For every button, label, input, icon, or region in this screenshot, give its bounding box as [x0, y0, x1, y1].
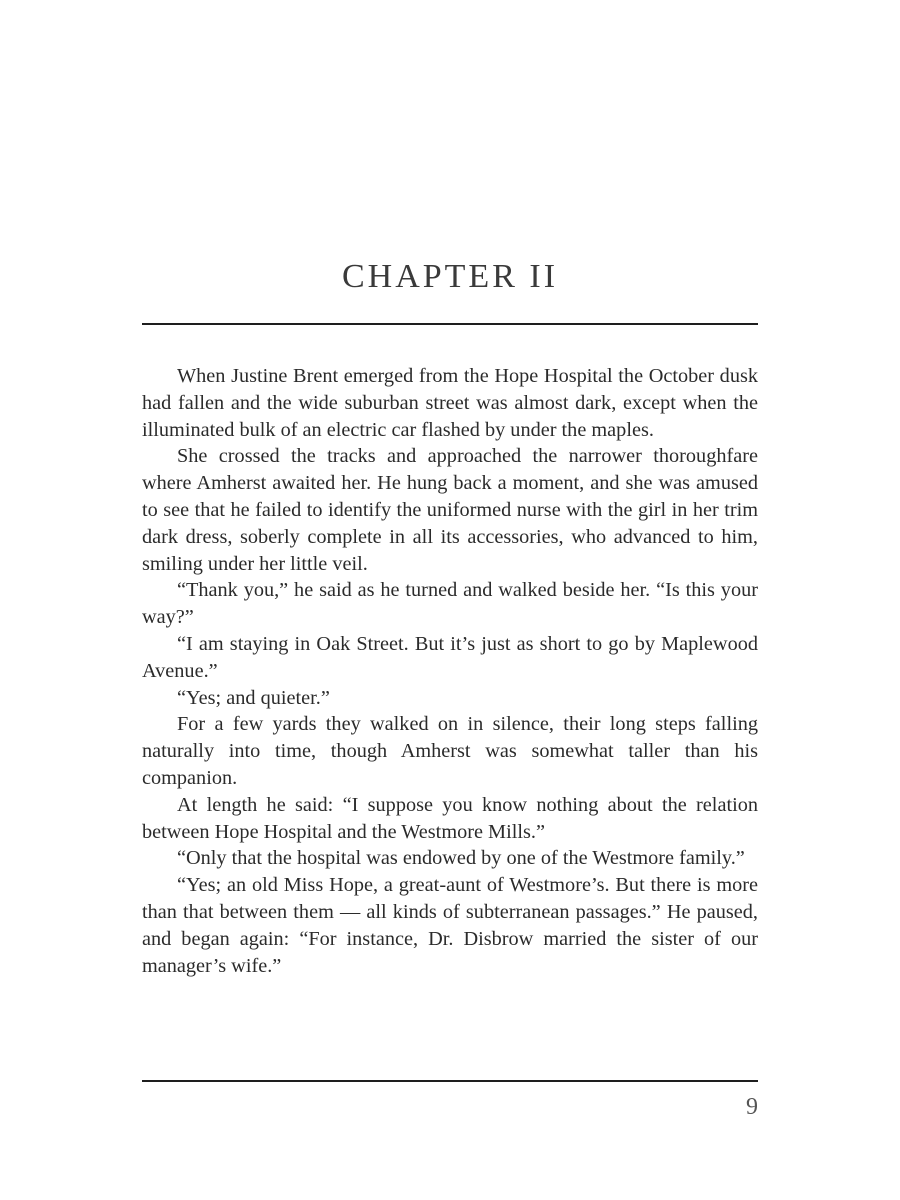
page-number: 9	[746, 1094, 758, 1120]
paragraph: At length he said: “I suppose you know nothing about the relation between Hope Hospital and the Westmore Mills.”	[142, 793, 758, 843]
bottom-divider	[142, 1080, 758, 1082]
paragraph: “Only that the hospital was endowed by one of the Westmore family.”	[177, 847, 745, 870]
paragraph: For a few yards they walked on in silence, their long steps falling naturally into time, though Amherst was somewhat taller than his companion.	[142, 713, 758, 789]
top-divider	[142, 323, 758, 325]
chapter-title: CHAPTER II	[341, 258, 559, 295]
paragraph: When Justine Brent emerged from the Hope Hospital the October dusk had fallen and the wide suburban street was almost dark, except when the illuminated bulk of an electric car flashed by under the maples.	[142, 365, 758, 441]
paragraph: She crossed the tracks and approached the narrower thoroughfare where Amherst awaited her. He hung back a moment, and she was amused to see that he failed to identify the uniformed nurse with the girl in her trim dark dress, soberly complete in all its accessories, who advanced to him, smiling under her little veil.	[142, 445, 758, 575]
paragraph: “I am staying in Oak Street. But it’s just as short to go by Maplewood Avenue.”	[142, 632, 758, 682]
chapter-body	[142, 363, 758, 979]
paragraph: “Yes; an old Miss Hope, a great-aunt of Westmore’s. But there is more than that between them — all kinds of subterranean passages.” He paused, and began again: “For instance, Dr. Disbrow married the sister of our manager’s wife.”	[142, 874, 758, 977]
paragraph: “Thank you,” he said as he turned and walked beside her. “Is this your way?”	[142, 579, 758, 629]
paragraph: “Yes; and quieter.”	[177, 686, 330, 709]
